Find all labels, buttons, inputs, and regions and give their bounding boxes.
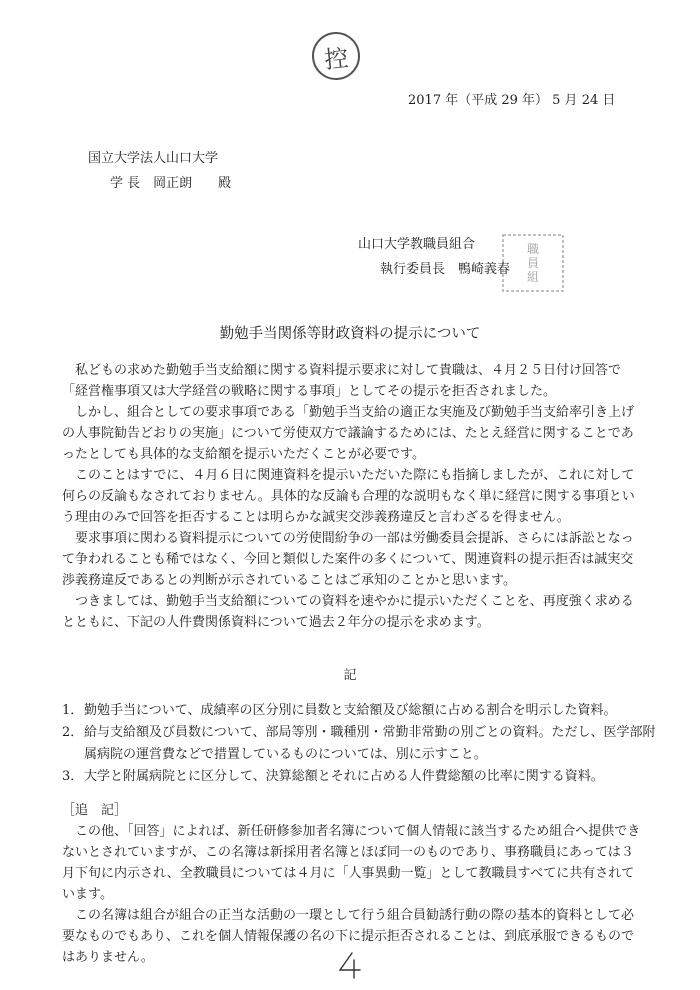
list-item-number: 2．	[62, 725, 84, 740]
body-paragraph-5: つきましては、勤勉手当支給額についての資料を速やかに提示いただくことを、再度強く求めるとともに、下記の人件費関係資料について過去２年分の提示を求めます。	[62, 594, 634, 630]
document-title: 勤勉手当関係等財政資料の提示について	[219, 326, 481, 342]
sender-organization: 山口大学教職員組合	[358, 237, 476, 252]
list-item	[62, 766, 662, 788]
union-seal-char-1: 職	[526, 242, 539, 256]
recipient-organization: 国立大学法人山口大学	[88, 151, 219, 166]
union-seal-border	[500, 232, 566, 294]
control-stamp	[310, 30, 363, 83]
addendum-paragraph-1: この他、「回答」によれば、新任研修参加者名簿について個人情報に該当するため組合へ提供できないとされていますが、この名簿は新採用者名簿とほぼ同一のものであり、事務職員にあっては３月下旬に内示され、全教職員については４月に「人事異動一覧」として教職員すべてに共有されています。	[62, 824, 641, 902]
list-item	[62, 700, 662, 722]
document-body	[62, 360, 642, 633]
list-item-number: 1．	[62, 703, 84, 718]
addendum-heading: ［追 記］	[62, 803, 128, 818]
addendum-section	[62, 800, 642, 968]
request-list	[62, 700, 662, 788]
document-date: 2017 年（平成 29 年） 5 月 24 日	[408, 93, 616, 108]
addendum-paragraph-2: この名簿は組合が組合の正当な活動の一環として行う組合員勧誘行動の際の基本的資料として必要なものでもあり、これを個人情報保護の名の下に提示拒否されることは、到底承服できるものではありません。	[62, 908, 635, 965]
body-paragraph-2: しかし、組合としての要求事項である「勤勉手当支給の適正な実施及び勤勉手当支給率引き上げの人事院勧告どおりの実施」について労使双方で議論するためには、たとえ経営に関することであったとしても具体的な支給額を提示いただくことが必要です。	[62, 405, 635, 462]
recipient-title-name: 学 長 岡正朗 殿	[110, 176, 232, 191]
union-seal-char-2: 員	[526, 256, 539, 270]
body-paragraph-3: このことはすでに、４月６日に関連資料を提示いただいた際にも指摘しましたが、これに対して何らの反論もなされておりません。具体的な反論も合理的な説明もなく単に経営に関する事項という理由のみで回答を拒否することは明らかな誠実交渉義務違反と言わざるを得ません。	[62, 468, 635, 525]
handwritten-page-number	[330, 950, 370, 980]
list-item-text: 大学と附属病院とに区分して、決算総額とそれに占める人件費総額の比率に関する資料。	[84, 769, 604, 784]
union-seal-char-3: 組	[526, 270, 539, 284]
list-item-text: 給与支給額及び員数について、部局等別・職種別・常勤非常勤の別ごとの資料。ただし、医学部附属病院の運営費などで措置しているものについては、別に示すこと。	[84, 725, 656, 762]
list-item-number: 3．	[62, 769, 84, 784]
sender-title-name: 執行委員長 鴨崎義春	[380, 262, 511, 277]
body-paragraph-4: 要求事項に関わる資料提示についての労使間紛争の一部は労働委員会提訴、さらには訴訟となって争われることも稀ではなく、今回と類似した案件の多くについて、関連資料の提示拒否は誠実交渉義務違反であるとの判断が示されていることはご承知のことかと思います。	[62, 531, 634, 588]
control-stamp-text: 控	[322, 43, 350, 74]
list-item	[62, 722, 662, 766]
ki-heading: 記	[343, 668, 357, 683]
list-item-text: 勤勉手当について、成績率の区分別に員数と支給額及び総額に占める割合を明示した資料。	[84, 703, 617, 718]
union-seal	[500, 232, 566, 294]
body-paragraph-1: 私どもの求めた勤勉手当支給額に関する資料提示要求に対して貴職は、４月２５日付け回答で「経営権事項又は大学経営の戦略に関する事項」としてその提示を拒否されました。	[62, 363, 622, 399]
handwritten-page-number-glyph	[330, 950, 370, 980]
